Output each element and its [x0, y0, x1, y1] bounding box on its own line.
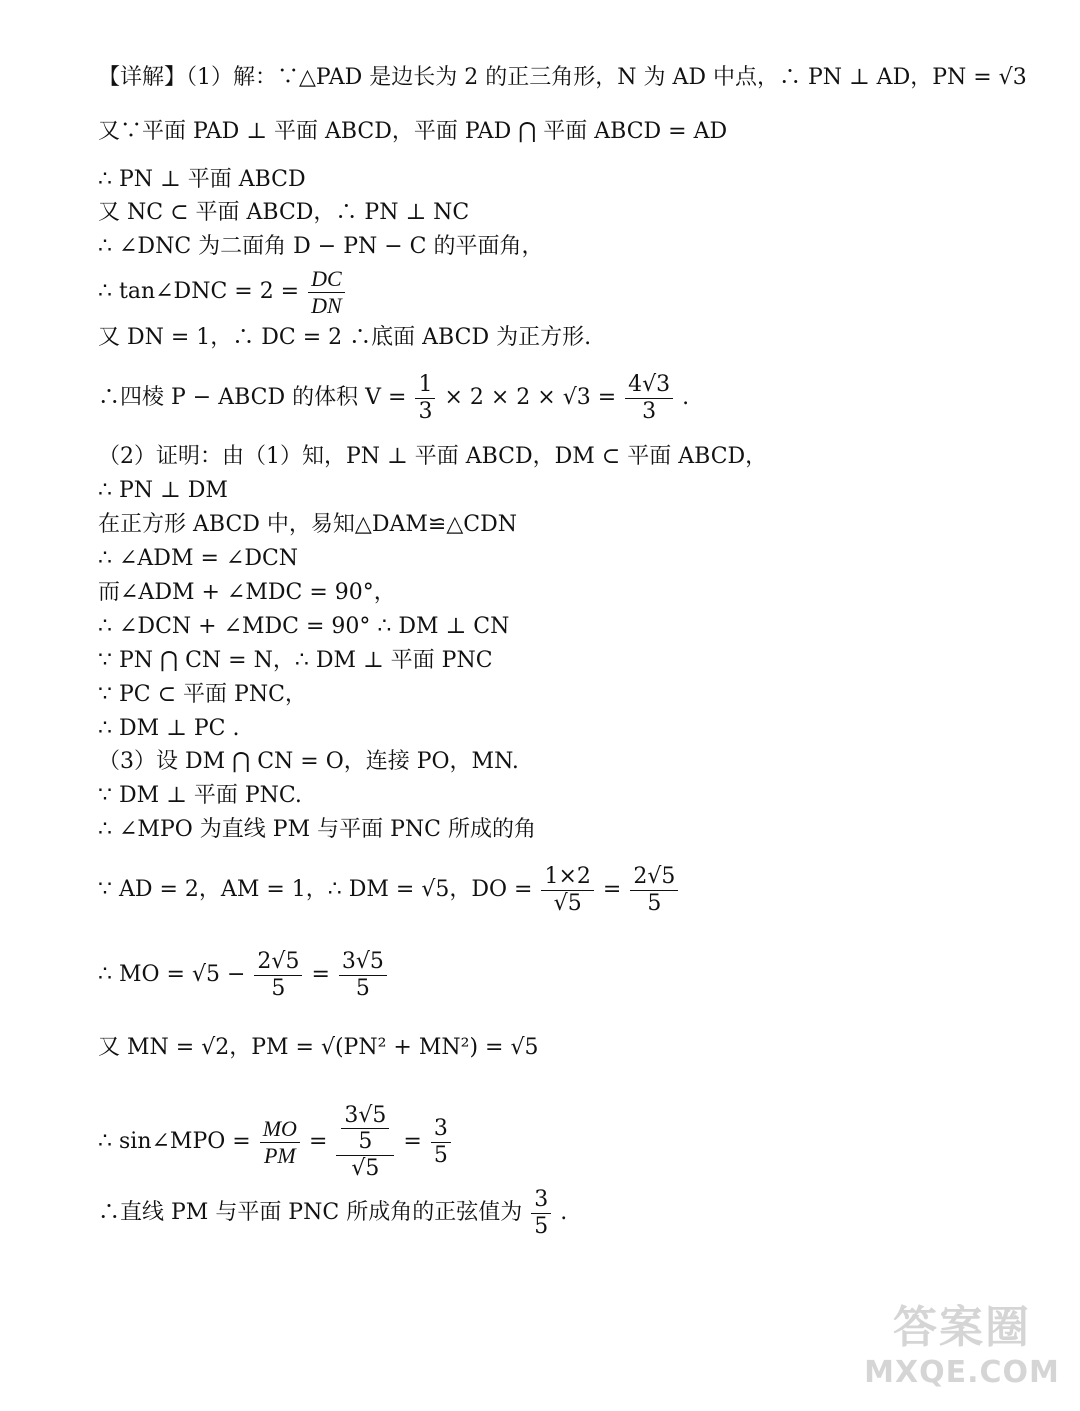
step-1-square-base: 又 DN = 1，∴ DC = 2 ∴底面 ABCD 为正方形. — [98, 325, 592, 350]
equals-sign: = — [403, 1129, 422, 1154]
equals-sign: = — [311, 962, 330, 987]
step-2-pn-perp-dm: ∴ PN ⊥ DM — [98, 478, 228, 503]
mo-result-fraction — [339, 949, 387, 1001]
step-3-pm-length: 又 MN = √2，PM = √(PN² + MN²) = √5 — [98, 1035, 539, 1060]
fraction-numerator: 2√5 — [633, 864, 676, 890]
fraction-denominator: DN — [308, 292, 345, 318]
tan-prefix: ∴ tan∠DNC = 2 = — [98, 279, 300, 304]
do-fraction — [541, 864, 593, 916]
step-2-dm-perp-cn: ∴ ∠DCN + ∠MDC = 90° ∴ DM ⊥ CN — [98, 614, 510, 639]
fraction-numerator: 1 — [418, 372, 433, 398]
sine-result-fraction — [431, 1116, 451, 1168]
step-1-volume — [98, 368, 689, 428]
fraction-numerator: 3 — [433, 1116, 448, 1142]
step-2-angle-equal: ∴ ∠ADM = ∠DCN — [98, 546, 299, 571]
fraction-numerator — [336, 1103, 394, 1155]
fraction-numerator: 4√3 — [628, 372, 671, 398]
fraction-denominator: PM — [260, 1142, 300, 1168]
do-result-fraction — [630, 864, 678, 916]
watermark-logo: 答案圈 — [893, 1302, 1031, 1353]
step-1-pn-perp-plane: ∴ PN ⊥ 平面 ABCD — [98, 167, 306, 192]
step-1-intro: 【详解】（1）解：∵△PAD 是边长为 2 的正三角形，N 为 AD 中点，∴ PN ⊥ AD，PN = √3 — [98, 65, 1027, 90]
watermark — [862, 1291, 1062, 1401]
fraction-denominator: 3 — [625, 398, 673, 424]
lengths-prefix: ∵ AD = 2，AM = 1，∴ DM = √5，DO = — [98, 877, 533, 902]
step-2-intro: （2）证明：由（1）知，PN ⊥ 平面 ABCD，DM ⊂ 平面 ABCD， — [98, 444, 768, 469]
sine-ratio-fraction — [260, 1116, 300, 1168]
conclusion-fraction — [531, 1187, 551, 1239]
step-3-mo — [98, 945, 389, 1005]
fraction-denominator: 5 — [339, 975, 387, 1001]
step-2-angle-sum: 而∠ADM + ∠MDC = 90°， — [98, 580, 396, 605]
sine-compound-fraction — [336, 1103, 394, 1181]
mo-prefix: ∴ MO = √5 − — [98, 962, 246, 987]
step-1-dihedral-angle: ∴ ∠DNC 为二面角 D − PN − C 的平面角， — [98, 234, 544, 259]
step-1-tan-equation — [98, 262, 347, 322]
step-2-pc-in-plane: ∵ PC ⊂ 平面 PNC， — [98, 682, 307, 707]
volume-period: . — [682, 385, 690, 410]
watermark-url: MXQE.COM — [864, 1355, 1060, 1390]
step-3-angle-definition: ∴ ∠MPO 为直线 PM 与平面 PNC 所成的角 — [98, 817, 536, 842]
step-3-intro: （3）设 DM ⋂ CN = O，连接 PO，MN. — [98, 749, 519, 774]
step-3-conclusion — [98, 1183, 567, 1243]
step-2-dm-perp-plane: ∵ PN ⋂ CN = N，∴ DM ⊥ 平面 PNC — [98, 648, 493, 673]
sine-prefix: ∴ sin∠MPO = — [98, 1129, 251, 1154]
fraction-numerator: 1×2 — [544, 864, 591, 890]
fraction-denominator: 5 — [431, 1142, 451, 1168]
volume-product: × 2 × 2 × √3 = — [444, 385, 617, 410]
step-2-conclusion: ∴ DM ⊥ PC . — [98, 716, 240, 741]
volume-fraction-one-third — [415, 372, 435, 424]
fraction-denominator: 3 — [415, 398, 435, 424]
fraction-denominator: 5 — [254, 975, 302, 1001]
step-1-plane-perp: 又∵平面 PAD ⊥ 平面 ABCD，平面 PAD ⋂ 平面 ABCD = AD — [98, 119, 728, 144]
inner-fraction — [341, 1103, 389, 1155]
conclusion-prefix: ∴直线 PM 与平面 PNC 所成角的正弦值为 — [98, 1200, 523, 1225]
step-2-congruent: 在正方形 ABCD 中，易知△DAM≌△CDN — [98, 512, 517, 537]
mo-fraction — [254, 949, 302, 1001]
fraction-denominator: 5 — [341, 1128, 389, 1154]
step-1-pn-perp-nc: 又 NC ⊂ 平面 ABCD，∴ PN ⊥ NC — [98, 200, 470, 225]
step-3-dm-perp-plane: ∵ DM ⊥ 平面 PNC. — [98, 783, 302, 808]
fraction-numerator: 3 — [534, 1187, 549, 1213]
fraction-numerator: MO — [262, 1116, 297, 1142]
fraction-numerator: DC — [311, 266, 342, 292]
tan-fraction — [308, 266, 345, 318]
fraction-denominator: √5 — [336, 1155, 394, 1181]
volume-result-fraction — [625, 372, 673, 424]
fraction-denominator: 5 — [531, 1213, 551, 1239]
step-3-lengths — [98, 860, 680, 920]
equals-sign: = — [602, 877, 622, 902]
fraction-numerator: 2√5 — [257, 949, 300, 975]
conclusion-period: . — [560, 1200, 568, 1225]
volume-prefix: ∴四棱 P − ABCD 的体积 V = — [98, 385, 407, 410]
step-3-sine — [98, 1087, 453, 1197]
fraction-numerator: 3√5 — [344, 1103, 387, 1129]
fraction-denominator: 5 — [630, 890, 678, 916]
fraction-numerator: 3√5 — [341, 949, 384, 975]
equals-sign: = — [308, 1129, 328, 1154]
fraction-denominator: √5 — [541, 890, 593, 916]
